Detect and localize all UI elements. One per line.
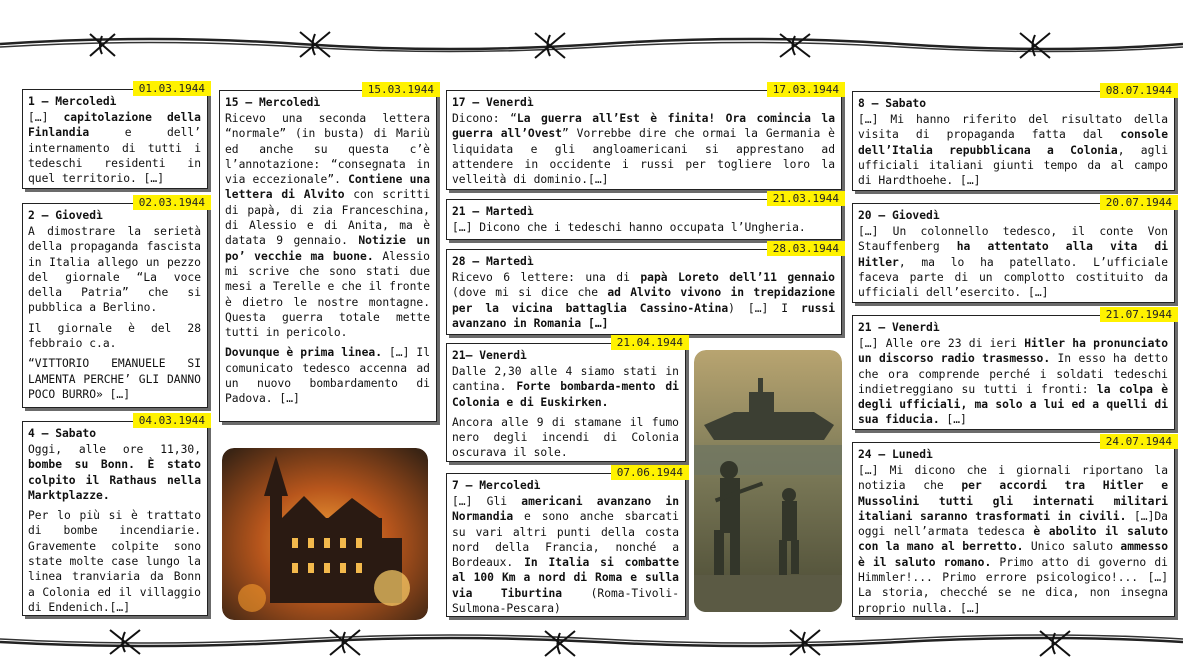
diary-entry (446, 83, 842, 190)
entry-paragraph: “VITTORIO EMANUELE SI LAMENTA PERCHE’ GLI DANNO POCO BURRO» […] (28, 357, 201, 401)
entry-heading: 21– Venerdì (452, 349, 527, 362)
entry-heading: 8 – Sabato (858, 97, 927, 110)
entry-heading: 17 – Venerdì (452, 96, 534, 109)
entry-paragraph: Dalle 2,30 alle 4 siamo stati in cantina. Forte bombarda-mento di Colonia e di Euskirken. (452, 365, 679, 409)
diary-entry (852, 84, 1175, 191)
entry-heading: 21 – Martedì (452, 205, 534, 218)
entry-text (858, 463, 1168, 616)
normandy-landing-image (694, 350, 842, 612)
entry-date: 28.03.1944 (767, 241, 845, 256)
entry-text (225, 111, 430, 407)
diary-entry (22, 196, 208, 408)
barbed-wire-bottom (0, 622, 1183, 662)
entry-text (452, 111, 835, 187)
entry-paragraph: Ricevo 6 lettere: una di papà Loreto dell’11 gennaio (dove mi si dice che ad Alvito vivono in trepidazione per la vicina battaglia Cassino-Atina) […] I russi avanzano in Romania […] (452, 271, 835, 330)
entry-paragraph: Ricevo una seconda lettera “normale” (in busta) di Mariù ed anche su questa c’è l’annotazione: “consegnata in via eccezionale”. Contiene una lettera di Alvito con scritti di papà, di zia Franceschina, di Alessio e di Anita, ma è datata 9 gennaio. Notizie un po’ vecchie ma buone. Alessio mi scrive che sono stati due mesi a Terelle e che il fronte è dietro le nostre montagne. Questa guerra totale mette tutti in pericolo. (225, 112, 430, 340)
entry-text (858, 224, 1168, 300)
entry-date: 02.03.1944 (133, 195, 211, 210)
entry-paragraph: Ancora alle 9 di stamane il fumo nero degli incendi di Colonia oscurava il sole. (452, 415, 679, 460)
entry-heading: 24 – Lunedì (858, 448, 933, 461)
diary-entry (446, 242, 842, 335)
entry-paragraph: […] Mi dicono che i giornali riportano la notizia che per accordi tra Hitler e Mussolini tutti gli internati militari italiani saranno trasformati in civili. […]Da oggi nell’armata tedesca è abolito il saluto con la mano al berretto. Unico saluto ammesso è il saluto romano. Primo atto di governo di Himmler!... Primo errore psicologico!... […] La storia, checché se ne dica, non insegna proprio nulla. […] (858, 464, 1169, 615)
entry-paragraph: Dicono: “La guerra all’Est è finita! Ora comincia la guerra all’Ovest” Vorrebbe dire che ormai la Germania è liquidata e gli angloamericani si apprestano ad attendere in occidente i russi per togliere loro la velleità di dominio.[…] (452, 112, 835, 187)
entry-paragraph: […] Dicono che i tedeschi hanno occupata l’Ungheria. (452, 221, 806, 234)
entry-date: 08.07.1944 (1100, 83, 1178, 98)
entry-heading: 2 – Giovedì (28, 209, 103, 222)
entry-heading: 4 – Sabato (28, 427, 97, 440)
diary-entry (22, 82, 208, 189)
entry-heading: 20 – Giovedì (858, 209, 940, 222)
entry-paragraph: Per lo più si è trattato di bombe incendiarie. Gravemente colpite sono state molte case lungo la linea tranviaria da Bonn a Colonia ed il villaggio di Endenich.[…] (28, 509, 201, 614)
entry-text (452, 220, 835, 235)
entry-paragraph: A dimostrare la serietà della propaganda fascista in Italia allego un pezzo del giornale “La voce della Patria” che si pubblica a Berlino. (28, 225, 201, 315)
entry-paragraph: Dovunque è prima linea. […] Il comunicato tedesco accenna ad un nuovo bombardamento di Padova. […] (225, 346, 431, 406)
entry-date: 20.07.1944 (1100, 195, 1178, 210)
entry-date: 04.03.1944 (133, 413, 211, 428)
entry-date: 21.03.1944 (767, 191, 845, 206)
diary-entry (446, 192, 842, 240)
diary-entry (852, 196, 1175, 303)
diary-entry (852, 308, 1175, 430)
diary-entry (852, 435, 1175, 617)
diary-entry (446, 466, 686, 617)
entry-text (858, 336, 1168, 428)
entry-text (28, 224, 201, 402)
diary-entry (219, 83, 437, 422)
entry-paragraph: Il giornale è del 28 febbraio c.a. (28, 321, 201, 351)
entry-date: 21.07.1944 (1100, 307, 1178, 322)
entry-text (452, 364, 679, 461)
entry-date: 21.04.1944 (611, 335, 689, 350)
entry-paragraph: […] Mi hanno riferito del risultato della visita di propaganda fatta dal console dell’Italia repubblicana a Colonia, agli ufficiali italiani giunti tempo da al campo di Hardthoehe. […] (858, 113, 1168, 188)
entry-text (452, 494, 679, 616)
entry-heading: 21 – Venerdì (858, 321, 940, 334)
burning-city-hall-image (222, 448, 428, 620)
entry-text (28, 110, 201, 186)
entry-heading: 15 – Mercoledì (225, 96, 321, 109)
entry-paragraph: […] Alle ore 23 di ieri Hitler ha pronunciato un discorso radio trasmesso. In esso ha detto che ora comprende perché i soldati tedeschi indietreggiano su tutti i fronti: la colpa è degli ufficiali, ma solo a lui ed a quelli di sua fiducia. […] (858, 337, 1169, 427)
entry-paragraph: Oggi, alle ore 11,30, bombe su Bonn. È stato colpito il Rathaus nella Marktplazze. (28, 443, 201, 502)
entry-date: 24.07.1944 (1100, 434, 1178, 449)
entry-date: 01.03.1944 (133, 81, 211, 96)
entry-text (28, 442, 201, 615)
entry-paragraph: […] capitolazione della Finlandia e dell’ internamento di tutti i tedeschi residenti in quel territorio. […] (28, 111, 201, 186)
entry-heading: 1 – Mercoledì (28, 95, 117, 108)
entry-date: 07.06.1944 (611, 465, 689, 480)
entry-heading: 28 – Martedì (452, 255, 534, 268)
entry-heading: 7 – Mercoledì (452, 479, 541, 492)
barbed-wire-top (0, 24, 1183, 64)
diary-entry (22, 414, 208, 616)
entry-date: 17.03.1944 (767, 82, 845, 97)
entry-paragraph: […] Un colonnello tedesco, il conte Von Stauffenberg ha attentato alla vita di Hitler, ma lo ha patellato. L’ufficiale faceva parte di un complotto costituito da ufficiali dell’esercito. […] (858, 225, 1168, 300)
diary-entry (446, 336, 686, 462)
entry-text (452, 270, 835, 331)
entry-text (858, 112, 1168, 188)
entry-date: 15.03.1944 (362, 82, 440, 97)
entry-paragraph: […] Gli americani avanzano in Normandia e sono anche sbarcati su vari altri punti della costa nord della Francia, nonché a Bordeaux. In Italia si combatte al 100 Km a nord di Roma e sulla via Tiburtina (Roma-Tivoli-Sulmona-Pescara) (452, 495, 680, 616)
